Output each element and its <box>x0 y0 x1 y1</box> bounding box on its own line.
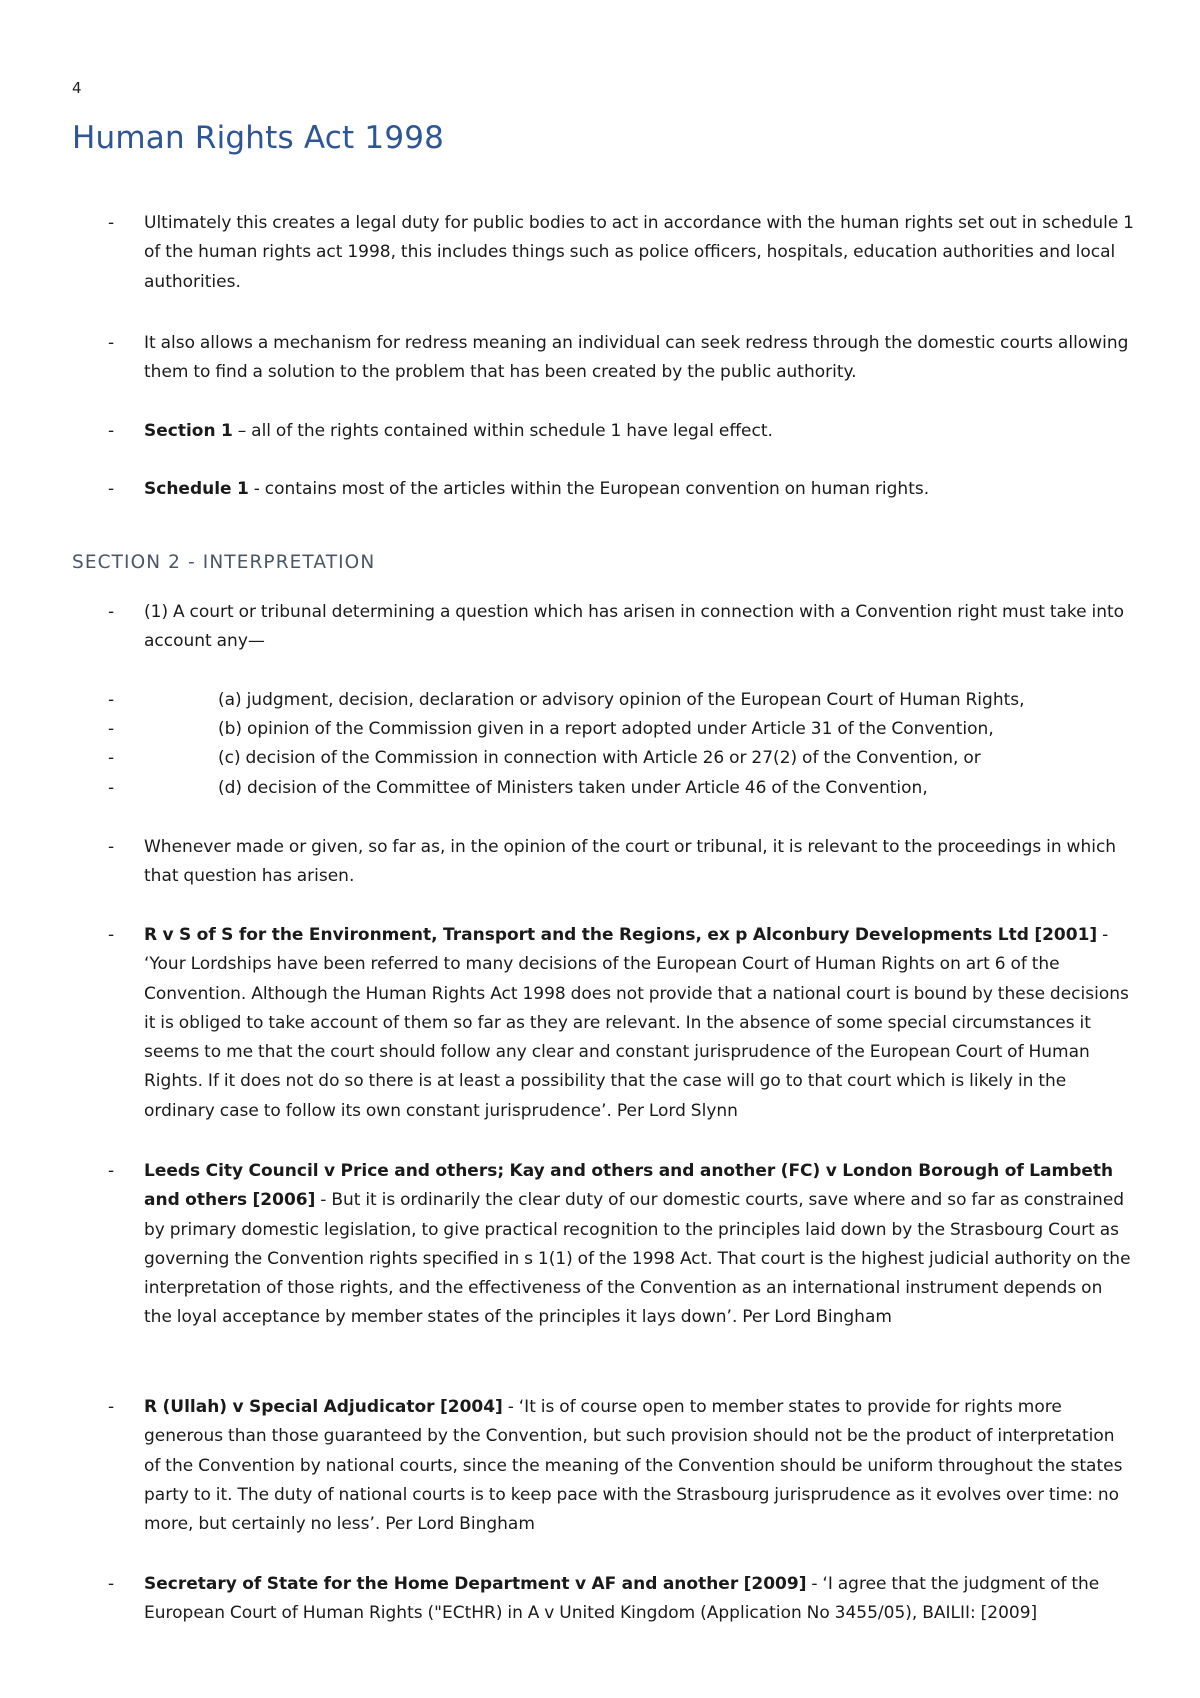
bullet-dash: - <box>108 748 115 768</box>
bullet-dash: - <box>108 421 115 441</box>
page-number: 4 <box>72 79 82 97</box>
list-item-text: (b) opinion of the Commission given in a report adopted under Article 31 of the Convention, <box>218 719 994 739</box>
case-text: R (Ullah) v Special Adjudicator [2004] - ‘It is of course open to member states to provide for rights more generous than those guaranteed by the Convention, but such provision should not be the product of interpretation of the Convention by national courts, since the meaning of the Convention should be uniform throughout the states party to it. The duty of national courts is to keep pace with the Strasbourg jurisprudence as it evolves over time: no more, but certainly no less’. Per Lord Bingham <box>144 1397 1123 1535</box>
bullet-dash: - <box>108 1161 115 1181</box>
list-item-text: (1) A court or tribunal determining a question which has arisen in connection with a Convention right must take into account any— <box>144 602 1125 652</box>
case-name: Leeds City Council v Price and others; Kay and others and another (FC) v London Borough of Lambeth and others [2006] <box>144 1161 1114 1211</box>
list-item-text: Section 1 – all of the rights contained within schedule 1 have legal effect. <box>144 421 773 441</box>
bullet-dash: - <box>108 690 115 710</box>
case-text: Leeds City Council v Price and others; Kay and others and another (FC) v London Borough of Lambeth and others [2006] - But it is ordinarily the clear duty of our domestic courts, save where and so far as constrained by primary domestic legislation, to give practical recognition to the principles laid down by the Strasbourg Court as governing the Convention rights specified in s 1(1) of the 1998 Act. That court is the highest judicial authority on the interpretation of those rights, and the effectiveness of the Convention as an international instrument depends on the loyal acceptance by member states of the principles it lays down’. Per Lord Bingham <box>144 1161 1131 1328</box>
bullet-dash: - <box>108 333 115 353</box>
list-item-text: (a) judgment, decision, declaration or advisory opinion of the European Court of Human Rights, <box>218 690 1025 710</box>
bullet-dash: - <box>108 213 115 233</box>
bullet-dash: - <box>108 602 115 622</box>
list-item-text: Schedule 1 - contains most of the articles within the European convention on human rights. <box>144 479 930 499</box>
list-item-text: (d) decision of the Committee of Ministers taken under Article 46 of the Convention, <box>218 778 928 798</box>
bullet-dash: - <box>108 778 115 798</box>
case-name: R v S of S for the Environment, Transport and the Regions, ex p Alconbury Developments Ltd [2001] <box>144 925 1098 945</box>
case-name: Secretary of State for the Home Department v AF and another [2009] <box>144 1574 807 1594</box>
list-item-text: It also allows a mechanism for redress meaning an individual can seek redress through the domestic courts allowing them to find a solution to the problem that has been created by the public authority. <box>144 333 1129 383</box>
bold-term: Schedule 1 <box>144 479 249 499</box>
list-item-text: Ultimately this creates a legal duty for public bodies to act in accordance with the human rights set out in schedule 1 of the human rights act 1998, this includes things such as police officers, hospitals, education authorities and local authorities. <box>144 213 1135 292</box>
section-heading: SECTION 2 - INTERPRETATION <box>72 552 376 573</box>
bullet-dash: - <box>108 479 115 499</box>
list-item-text: Whenever made or given, so far as, in the opinion of the court or tribunal, it is relevant to the proceedings in which that question has arisen. <box>144 837 1117 887</box>
bold-term: Section 1 <box>144 421 233 441</box>
case-text: Secretary of State for the Home Department v AF and another [2009] - ‘I agree that the judgment of the European Court of Human Rights ("ECtHR) in A v United Kingdom (Application No 3455/05), BAILII: [2009] <box>144 1574 1100 1624</box>
bullet-dash: - <box>108 1397 115 1417</box>
bullet-dash: - <box>108 1574 115 1594</box>
bullet-dash: - <box>108 837 115 857</box>
case-name: R (Ullah) v Special Adjudicator [2004] <box>144 1397 503 1417</box>
list-item-text: (c) decision of the Commission in connection with Article 26 or 27(2) of the Convention, or <box>218 748 981 768</box>
bullet-dash: - <box>108 719 115 739</box>
bullet-dash: - <box>108 925 115 945</box>
page-title: Human Rights Act 1998 <box>72 120 445 156</box>
case-text: R v S of S for the Environment, Transport and the Regions, ex p Alconbury Developments Ltd [2001] - ‘Your Lordships have been referred to many decisions of the European Court of Human Rights on art 6 of the Convention. Although the Human Rights Act 1998 does not provide that a national court is bound by these decisions it is obliged to take account of them so far as they are relevant. In the absence of some special circumstances it seems to me that the court should follow any clear and constant jurisprudence of the European Court of Human Rights. If it does not do so there is at least a possibility that the case will go to that court which is likely in the ordinary case to follow its own constant jurisprudence’. Per Lord Slynn <box>144 925 1129 1121</box>
